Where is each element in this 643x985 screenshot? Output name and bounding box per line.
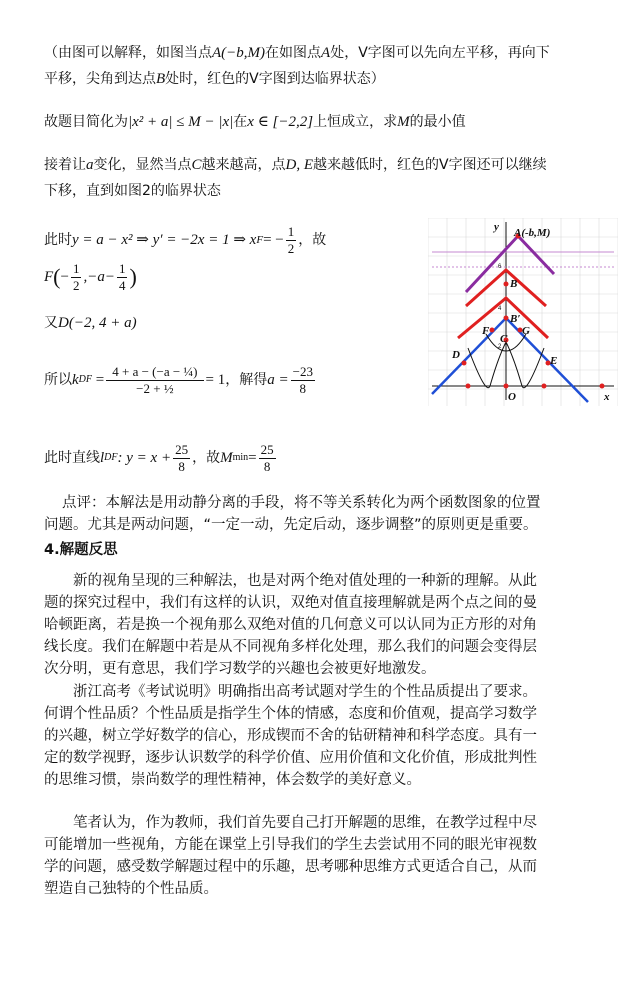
math-de: D, E bbox=[285, 157, 314, 173]
reflection-p3 bbox=[44, 812, 604, 900]
text: 下移，直到如图2的临界状态 bbox=[44, 183, 221, 199]
paren-right: ) bbox=[129, 264, 137, 289]
label-a: A(-b,M) bbox=[514, 227, 551, 239]
paragraph-line: 哈顿距离，若是换一个视角那么双绝对值的几何意义可以认同为正方形的对角 bbox=[44, 617, 537, 633]
label-c: C bbox=[500, 333, 508, 345]
next-line-2 bbox=[44, 180, 221, 202]
math-point-d: D(−2, 4 + a) bbox=[58, 315, 137, 331]
text: 平移，尖角到达点 bbox=[44, 71, 156, 87]
math-f: F bbox=[44, 269, 54, 285]
fraction bbox=[117, 261, 128, 294]
text: 在 bbox=[233, 114, 248, 130]
numerator: 1 bbox=[72, 260, 80, 276]
math-k: k bbox=[72, 372, 79, 388]
math-point-a: A(−b,M) bbox=[212, 45, 266, 61]
numerator: 1 bbox=[287, 223, 295, 239]
text: ，解得 bbox=[225, 372, 268, 388]
comment-line: 点评：本解法是用动静分离的手段，将不等关系转化为两个函数图象的位置 bbox=[62, 495, 541, 511]
text: 此时 bbox=[44, 232, 72, 248]
text: ，故 bbox=[298, 232, 327, 248]
comment-line: 问题。尤其是两动问题，“一定一动，先定后动，逐步调整”的原则更是重要。 bbox=[44, 517, 538, 533]
point-x-neg bbox=[466, 384, 471, 389]
numerator: 25 bbox=[260, 441, 274, 457]
text: 处时，红色的V字图到达临界状态） bbox=[165, 71, 385, 87]
line-l-line bbox=[44, 438, 278, 478]
numerator: 1 bbox=[118, 260, 126, 276]
point-x-end bbox=[600, 384, 605, 389]
label-b: B bbox=[510, 278, 518, 290]
fraction bbox=[291, 364, 315, 397]
text: 处，V字图可以先向左平移，再向下 bbox=[330, 45, 550, 61]
denominator: 8 bbox=[299, 380, 307, 396]
math-eq: = bbox=[248, 450, 257, 466]
simplify-line bbox=[44, 111, 466, 133]
math-eq: = 1 bbox=[205, 372, 226, 388]
numerator: 25 bbox=[175, 441, 189, 457]
reflection-p2 bbox=[44, 681, 604, 791]
paragraph-line: 何谓个性品质？个性品质是指学生个体的情感，态度和价值观，提高学习数学 bbox=[44, 706, 537, 722]
math-m: M bbox=[220, 450, 233, 466]
denominator: 2 bbox=[72, 277, 80, 293]
point-f bbox=[490, 328, 495, 333]
point-d-line bbox=[44, 312, 137, 334]
label-x: x bbox=[604, 391, 610, 403]
paragraph-line: 线长度。我们在解题中若是从不同视角多样化处理，那么我们的问题会变得层 bbox=[44, 639, 537, 655]
math-domain: x ∈ [−2,2] bbox=[247, 114, 314, 130]
label-g: G bbox=[522, 325, 530, 337]
point-d bbox=[462, 361, 467, 366]
point-b bbox=[504, 282, 509, 287]
fraction bbox=[259, 442, 276, 475]
slope-line: 所以 k DF = $\frac{\text{4 + a − (−a − ¼)}}{\text{−2 + ½}}$ = 1 ，解得 a = $\frac{-23}{8}$ bbox=[44, 363, 313, 396]
paragraph-line: 可能增加一些视角，方能在课堂上引导我们的学生去尝试用不同的眼光审视数 bbox=[44, 837, 537, 853]
math-derivative: y = a − x² ⇒ y′ = −2x = 1 ⇒ x bbox=[72, 232, 257, 248]
comment bbox=[44, 492, 610, 536]
denominator: 8 bbox=[178, 458, 185, 474]
math-result: a = bbox=[267, 372, 289, 388]
paren-left: ( bbox=[53, 264, 61, 289]
math-mid: ,−a− bbox=[83, 269, 115, 285]
grid bbox=[428, 218, 618, 406]
point-f-line: F ( − $\frac{1}{2}$ ,−a− $\frac{1}{4}$ ) bbox=[44, 260, 137, 293]
text: （由图可以解释，如图当点 bbox=[44, 45, 212, 61]
paragraph-line: 定的数学视野，逐步认识数学的科学价值、应用价值和文化价值，形成批判性 bbox=[44, 750, 537, 766]
text: 所以 bbox=[44, 372, 72, 388]
text: 的最小值 bbox=[409, 114, 466, 130]
denominator: −2 + ½ bbox=[136, 380, 174, 396]
text: ，故 bbox=[192, 450, 221, 466]
numerator: 4 + a − (−a − ¼) bbox=[106, 364, 203, 381]
text: 越来越高，点 bbox=[201, 157, 286, 173]
math-b: B bbox=[156, 71, 166, 87]
intro-line-1 bbox=[44, 42, 550, 64]
math-a: A bbox=[321, 45, 331, 61]
label-b-prime: B′ bbox=[510, 313, 521, 325]
denominator: 8 bbox=[263, 458, 271, 474]
label-o: O bbox=[508, 391, 516, 403]
tick-6: 6 bbox=[498, 264, 502, 270]
label-d: D bbox=[452, 349, 460, 361]
paragraph-line: 次分明，更有意思，我们学习数学的兴趣也会被更好地激发。 bbox=[44, 661, 436, 677]
slope-fraction bbox=[106, 364, 203, 397]
label-e: E bbox=[550, 355, 558, 367]
point-origin bbox=[504, 384, 509, 389]
math-inequality: |x² + a| ≤ M − |x| bbox=[128, 114, 234, 130]
point-x-pos bbox=[542, 384, 547, 389]
paragraph-line: 新的视角呈现的三种解法，也是对两个绝对值处理的一种新的理解。从此 bbox=[73, 573, 537, 589]
graph-figure bbox=[428, 218, 618, 406]
paragraph-line: 的思维习惯，崇尚数学的理性精神，体会数学的美好意义。 bbox=[44, 772, 421, 788]
tick-4: 4 bbox=[498, 306, 502, 312]
paragraph-line: 学的问题，感受数学解题过程中的乐趣，思考哪种思维方式更适合自己，从而 bbox=[44, 859, 537, 875]
label-f: F bbox=[482, 325, 490, 337]
text: 又 bbox=[44, 315, 58, 331]
math-eq: = − bbox=[263, 232, 284, 248]
text: 在如图点 bbox=[265, 45, 322, 61]
section-title: 4.解题反思 bbox=[44, 542, 118, 558]
denominator: 2 bbox=[287, 240, 295, 256]
denominator: 4 bbox=[118, 277, 126, 293]
next-line-1 bbox=[44, 154, 547, 176]
paragraph-line: 塑造自己独特的个性品质。 bbox=[44, 881, 218, 897]
text: 越来越低时，红色的V字图还可以继续 bbox=[313, 157, 547, 173]
label-y: y bbox=[494, 221, 499, 233]
math-m: M bbox=[397, 114, 410, 130]
math-subscript: min bbox=[232, 452, 249, 463]
math-subscript: F bbox=[256, 234, 264, 246]
math-subscript: DF bbox=[104, 452, 118, 463]
points bbox=[462, 234, 605, 389]
fraction bbox=[286, 224, 297, 257]
text: 此时直线 bbox=[44, 450, 100, 466]
math-a-var: a bbox=[86, 157, 94, 173]
paragraph-line: 笔者认为，作为教师，我们首先要自己打开解题的思维，在教学过程中尽 bbox=[73, 815, 537, 831]
math-l: l bbox=[100, 450, 105, 466]
fraction bbox=[71, 261, 82, 294]
point-b-prime bbox=[504, 316, 509, 321]
math-subscript: DF bbox=[78, 374, 93, 385]
text: 变化，显然当点 bbox=[93, 157, 192, 173]
intro-line-2 bbox=[44, 68, 385, 90]
paragraph-line: 浙江高考《考试说明》明确指出高考试题对学生的个性品质提出了要求。 bbox=[73, 684, 537, 700]
text: 上恒成立，求 bbox=[313, 114, 398, 130]
text: 接着让 bbox=[44, 157, 86, 173]
numerator: −23 bbox=[292, 363, 313, 379]
fraction bbox=[173, 442, 190, 475]
text: 故题目简化为 bbox=[44, 114, 128, 130]
paragraph-line: 的兴趣，树立学好数学的信心，形成锲而不舍的钻研精神和科学态度。具有一 bbox=[44, 728, 537, 744]
step1-line bbox=[44, 222, 326, 258]
math-line: : y = x + bbox=[117, 450, 172, 466]
paragraph-line: 题的探究过程中，我们有这样的认识，双绝对值直接理解就是两个点之间的曼 bbox=[44, 595, 537, 611]
tick-2: 2 bbox=[498, 344, 502, 350]
math-c: C bbox=[191, 157, 202, 173]
reflection-p1 bbox=[44, 570, 604, 680]
